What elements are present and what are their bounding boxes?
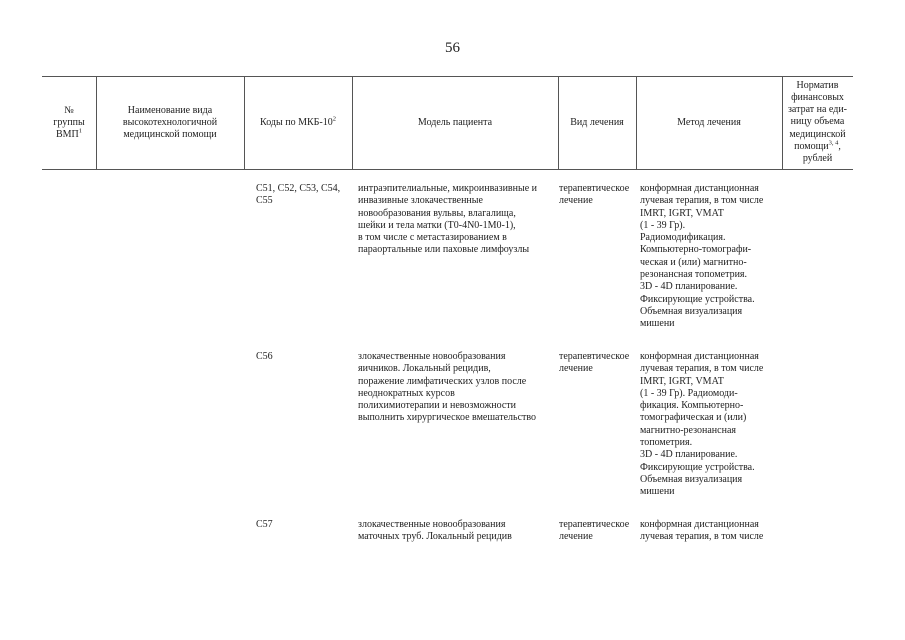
column-header-group-number: № группы ВМП$^1$	[53, 104, 85, 140]
table-row-2-treatment-type: терапевтическое лечение	[559, 351, 630, 375]
page-number: 56	[445, 40, 460, 56]
table-row-2-treatment-method: конформная дистанционная лучевая терапия, в том числе IMRT, IGRT, VMAT (1 - 39 Гр). Радиомоди- фикация. Компьютерно- томографическая и (или) магнитно-резонансная топометрия. 3D - 4D планирование. Фиксирующие устройства. Объемная визуализация мишени	[640, 351, 764, 498]
column-header-cost-standard: Норматив финансовых затрат на еди- ницу объема медицинской помощи$^{3, 4}$, рублей	[787, 79, 848, 164]
table-row-2-patient-model: злокачественные новообразования яичников. Локальный рецидив, поражение лимфатических узлов после неоднократных курсов полихимиотерапии и невозможности выполнить хирургическое вмешательство	[358, 351, 537, 424]
column-header-care-type: Наименование вида высокотехнологичной медицинской помощи	[122, 104, 218, 140]
column-header-treatment-type: Вид лечения	[570, 116, 624, 128]
table-row-3-patient-model: злокачественные новообразования маточных труб. Локальный рецидив	[358, 519, 512, 543]
table-row-1-patient-model: интраэпителиальные, микроинвазивные и инвазивные злокачественные новообразования вульвы, влагалища, шейки и тела матки (T0-4N0-1M0-1), в том числе с метастазированием в параортальные или паховые лимфоузлы	[358, 183, 538, 256]
table-row-1-codes: C51, C52, C53, C54, C55	[256, 183, 341, 207]
column-header-treatment-method: Метод лечения	[677, 116, 741, 128]
table-row-1-treatment-method: конформная дистанционная лучевая терапия, в том числе IMRT, IGRT, VMAT (1 - 39 Гр). Радиомодификация. Компьютерно-томографи- ческая и (или) магнитно- резонансная топометрия. 3D - 4D планирование. Фиксирующие устройства. Объемная визуализация мишени	[640, 183, 764, 330]
table-row-3-codes: C57	[256, 519, 273, 530]
table-row-1-treatment-type: терапевтическое лечение	[559, 183, 630, 207]
table-header-bottom-rule	[42, 169, 853, 170]
table-row-3-treatment-method: конформная дистанционная лучевая терапия, в том числе	[640, 519, 764, 543]
column-header-patient-model: Модель пациента	[417, 116, 493, 128]
column-header-icd-codes: Коды по МКБ-$10^2$	[260, 115, 336, 128]
table-row-3-treatment-type: терапевтическое лечение	[559, 519, 630, 543]
table-row-2-codes: C56	[256, 351, 273, 362]
